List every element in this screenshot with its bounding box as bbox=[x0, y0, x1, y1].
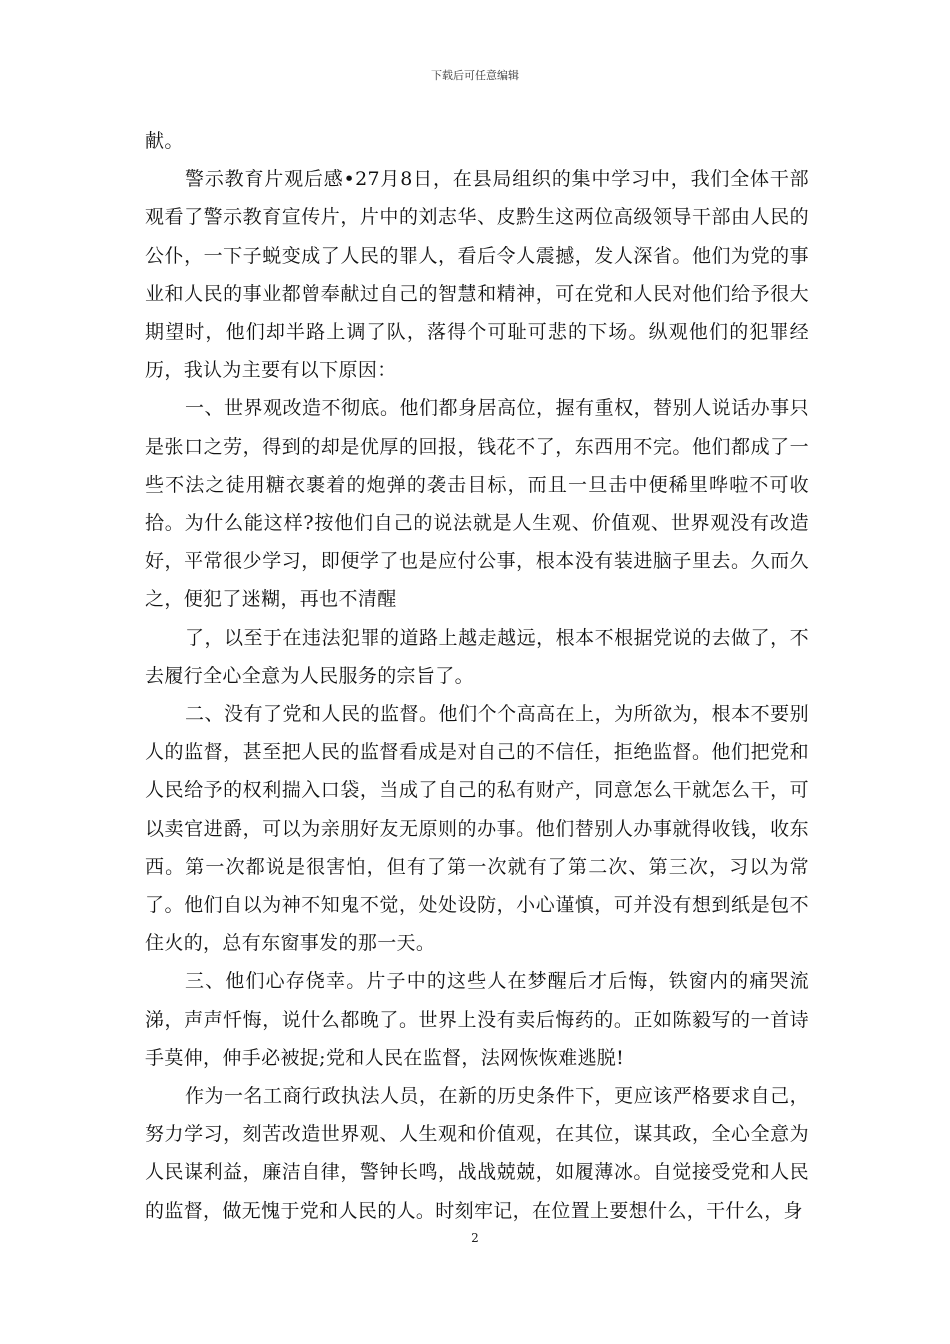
page-header: 下载后可任意编辑 bbox=[431, 69, 519, 82]
paragraph-reason-one: 一、世界观改造不彻底。他们都身居高位，握有重权，替别人说话办事只是张口之劳，得到的却是优厚的回报，钱花不了，东西用不完。他们都成了一些不法之徒用糖衣裹着的炮弹的袭击目标，而且一旦击中便稀里哗啦不可收拾。为什么能这样?按他们自己的说法就是人生观、价值观、世界观没有改造好，平常很少学习，即便学了也是应付公事，根本没有装进脑子里去。久而久之，便犯了迷糊，再也不清醒 bbox=[145, 397, 809, 611]
paragraph-reason-two: 二、没有了党和人民的监督。他们个个高高在上，为所欲为，根本不要别人的监督，甚至把人民的监督看成是对自己的不信任，拒绝监督。他们把党和人民给予的权利揣入口袋，当成了自己的私有财产，同意怎么干就怎么干，可以卖官进爵，可以为亲朋好友无原则的办事。他们替别人办事就得收钱，收东西。第一次都说是很害怕，但有了第一次就有了第二次、第三次，习以为常了。他们自以为神不知鬼不觉，处处设防，小心谨慎，可并没有想到纸是包不住火的，总有东窗事发的那一天。 bbox=[145, 703, 809, 955]
document-body bbox=[145, 122, 809, 1230]
paragraph-reason-one-continued: 了，以至于在违法犯罪的道路上越走越远，根本不根据党说的去做了，不去履行全心全意为人民服务的宗旨了。 bbox=[145, 626, 809, 687]
paragraph-continuation: 献。 bbox=[145, 130, 184, 152]
paragraph-conclusion: 作为一名工商行政执法人员，在新的历史条件下，更应该严格要求自己，努力学习，刻苦改造世界观、人生观和价值观，在其位，谋其政，全心全意为人民谋利益，廉洁自律，警钟长鸣，战战兢兢，如履薄冰。自觉接受党和人民的监督，做无愧于党和人民的人。时刻牢记，在位置上要想什么，干什么，身 bbox=[145, 1085, 809, 1222]
paragraph-intro: 警示教育片观后感•27月8日，在县局组织的集中学习中，我们全体干部观看了警示教育宣传片，片中的刘志华、皮黔生这两位高级领导干部由人民的公仆，一下子蜕变成了人民的罪人，看后令人震撼，发人深省。他们为党的事业和人民的事业都曾奉献过自己的智慧和精神，可在党和人民对他们给予很大期望时，他们却半路上调了队，落得个可耻可悲的下场。纵观他们的犯罪经历，我认为主要有以下原因： bbox=[145, 168, 809, 382]
paragraph-reason-three: 三、他们心存侥幸。片子中的这些人在梦醒后才后悔，铁窗内的痛哭流涕，声声忏悔，说什么都晚了。世界上没有卖后悔药的。正如陈毅写的一首诗手莫伸，伸手必被捉;党和人民在监督，法网恢恢难逃脱! bbox=[145, 970, 809, 1069]
page-number: 2 bbox=[471, 1231, 479, 1245]
